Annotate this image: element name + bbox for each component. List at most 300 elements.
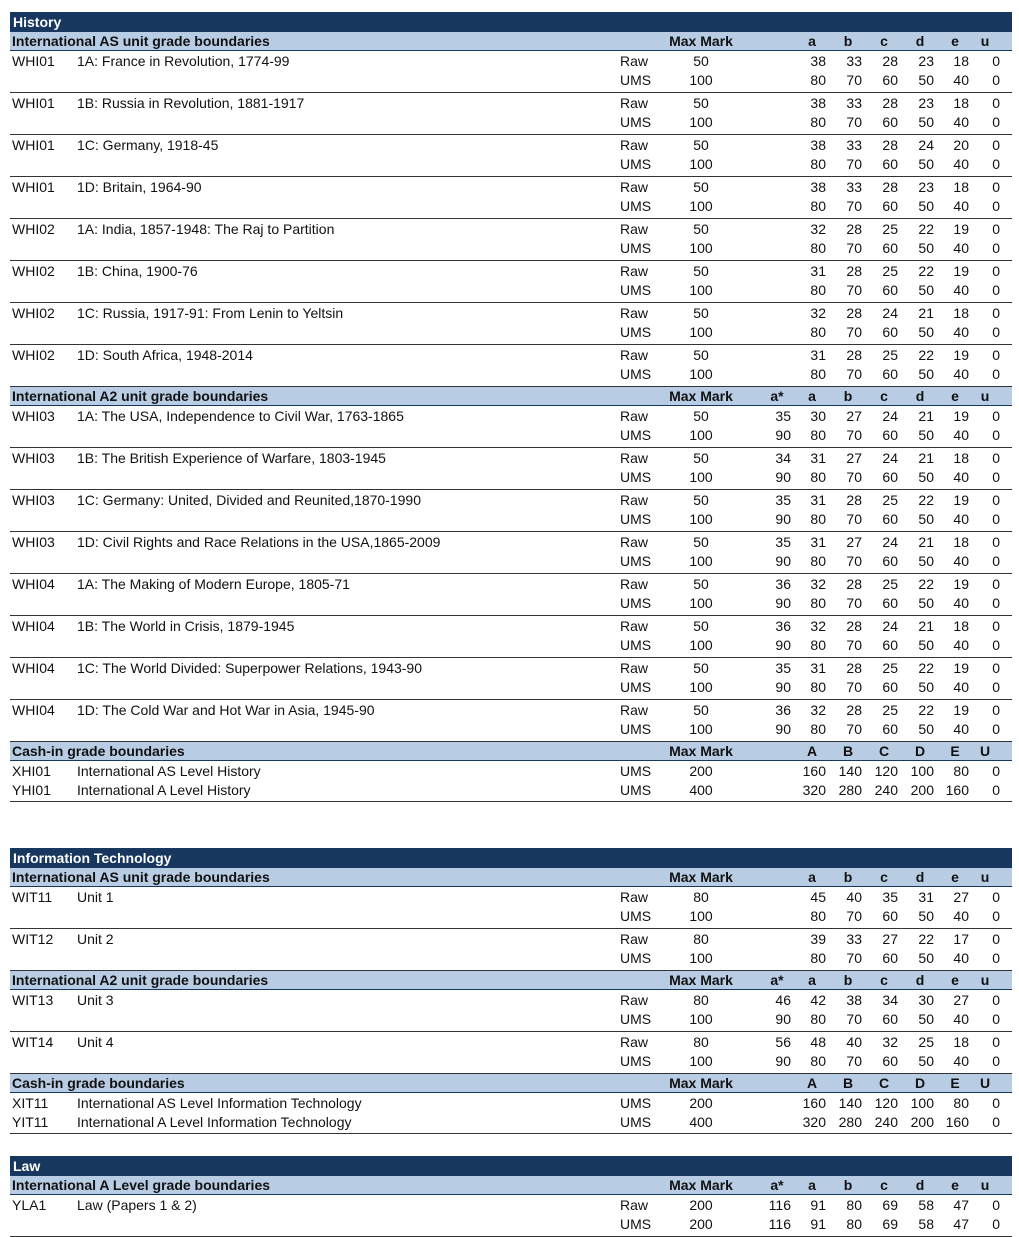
grade-value: 90 [775,637,791,653]
grade-value: 40 [953,679,969,695]
grade-value: 0 [992,1114,1000,1130]
grade-value: 50 [918,469,934,485]
grade-value: 38 [810,137,826,153]
grade-value: 60 [882,198,898,214]
grade-value: 80 [810,282,826,298]
max-mark: 80 [693,889,709,905]
grade-value: 60 [882,679,898,695]
entry-line [10,510,1012,529]
grade-value: 90 [775,553,791,569]
section-title: Cash-in grade boundaries [12,743,185,759]
section-spacer [10,1134,1012,1156]
grade-value: 40 [953,469,969,485]
grade-value [763,304,791,323]
grade-value: 160 [945,1114,969,1130]
grade-value: 22 [918,576,934,592]
grade-value: 40 [953,908,969,924]
entry-title: 1A: France in Revolution, 1774-99 [77,53,290,69]
entry-line [10,720,1012,739]
grade-value: 80 [810,324,826,340]
grade-value: 70 [846,427,862,443]
grade-value: 50 [918,908,934,924]
unit-entry [10,1195,1012,1237]
grade-value: 0 [992,679,1000,695]
grade-value: 0 [992,469,1000,485]
column-header-grade: d [915,869,925,885]
unit-entry [10,887,1012,929]
grade-value: 40 [953,950,969,966]
column-header-grade: e [951,388,959,404]
grade-value: 48 [810,1034,826,1050]
grade-value: 116 [768,1216,791,1232]
mark-type: UMS [620,1216,652,1232]
grade-value: 320 [802,1114,826,1130]
grade-value [763,949,791,968]
grade-value: 60 [882,595,898,611]
entry-line [10,907,1012,926]
mark-type: UMS [620,427,652,443]
mark-type: UMS [620,469,652,485]
grade-value: 47 [953,1197,969,1213]
mark-type: Raw [620,263,649,279]
grade-value: 240 [874,1114,898,1130]
grade-value: 50 [918,366,934,382]
grade-value: 0 [992,950,1000,966]
column-header-grade [763,868,791,886]
unit-entry [10,658,1012,700]
grade-value: 18 [953,95,969,111]
grade-value: 24 [918,137,934,153]
grade-value [763,1113,791,1132]
grade-value: 0 [992,137,1000,153]
grade-value: 30 [918,992,934,1008]
grade-value: 38 [846,992,862,1008]
grade-value: 60 [882,721,898,737]
grade-value: 25 [882,702,898,718]
grade-value: 35 [775,660,791,676]
grade-value [763,220,791,239]
grade-value: 50 [918,240,934,256]
grade-value: 70 [846,679,862,695]
unit-entry [10,261,1012,303]
entry-code: YIT11 [12,1114,49,1130]
entry-code: WHI01 [12,179,55,195]
grade-value: 19 [953,408,969,424]
grade-value: 0 [992,53,1000,69]
mark-type: UMS [620,1114,652,1130]
grade-value: 50 [918,114,934,130]
grade-value: 80 [810,908,826,924]
grade-value: 28 [882,179,898,195]
grade-value: 56 [775,1034,791,1050]
grade-value: 50 [918,1011,934,1027]
grade-value [763,94,791,113]
mark-type: Raw [620,1034,649,1050]
max-mark: 200 [689,763,713,779]
grade-value: 60 [882,72,898,88]
grade-value [763,781,791,800]
column-header-grade: a [808,1177,816,1193]
entry-line [10,636,1012,655]
grade-value [763,365,791,384]
column-header-grade: e [951,869,959,885]
entry-title: Unit 3 [77,992,114,1008]
grade-value: 160 [945,782,969,798]
entry-code: XHI01 [12,763,51,779]
grade-value: 80 [810,637,826,653]
grade-value: 60 [882,427,898,443]
grade-value: 200 [910,782,934,798]
grade-value: 0 [992,198,1000,214]
subject-title: Information Technology [10,848,1012,868]
grade-value: 21 [918,534,934,550]
unit-entry [10,448,1012,490]
grade-value: 80 [810,198,826,214]
max-mark: 100 [689,950,713,966]
column-header-grade: E [950,1075,960,1091]
grade-value: 0 [992,240,1000,256]
grade-value: 69 [882,1197,898,1213]
cash-in-row [10,761,1012,780]
grade-value: 160 [802,763,826,779]
column-header-grade: b [843,972,853,988]
max-mark: 100 [689,908,713,924]
section-title: International AS unit grade boundaries [12,869,270,885]
grade-value: 0 [992,324,1000,340]
entry-line [10,262,1012,281]
max-mark: 100 [689,282,713,298]
grade-value: 60 [882,282,898,298]
grade-value: 35 [775,534,791,550]
grade-value: 35 [775,408,791,424]
mark-type: UMS [620,240,652,256]
grade-value: 25 [882,576,898,592]
grade-value: 0 [992,282,1000,298]
entry-line [10,304,1012,323]
max-mark: 100 [689,114,713,130]
grade-value: 28 [882,137,898,153]
column-header-grade: a* [770,1177,784,1193]
entry-line [10,659,1012,678]
column-header-grade: u [980,972,990,988]
mark-type: UMS [620,1053,652,1069]
entry-title: 1C: Germany: United, Divided and Reunited,1870-1990 [77,492,421,508]
mark-type: UMS [620,1095,652,1111]
entry-line [10,1052,1012,1071]
grade-value: 39 [810,931,826,947]
unit-entry [10,135,1012,177]
entry-line [10,197,1012,216]
column-header-grade: d [915,33,925,49]
entry-title: 1A: The Making of Modern Europe, 1805-71 [77,576,350,592]
grade-value: 80 [810,469,826,485]
grade-value: 91 [810,1216,826,1232]
grade-value: 0 [992,492,1000,508]
grade-value: 0 [992,595,1000,611]
grade-value: 50 [918,721,934,737]
grade-value: 31 [810,450,826,466]
grade-value: 27 [846,534,862,550]
grade-value: 19 [953,702,969,718]
grade-value: 32 [810,702,826,718]
column-header-grade: c [880,972,888,988]
entry-code: WHI04 [12,660,55,676]
grade-value: 22 [918,221,934,237]
grade-value: 90 [775,1053,791,1069]
entry-line [10,1196,1012,1215]
grade-value [763,888,791,907]
grade-value: 200 [910,1114,934,1130]
max-mark: 50 [693,408,709,424]
grade-value: 70 [846,469,862,485]
max-mark: 100 [689,1011,713,1027]
grade-value: 70 [846,324,862,340]
grade-value: 70 [846,1053,862,1069]
grade-value: 0 [992,534,1000,550]
entry-line [10,323,1012,342]
unit-entry [10,51,1012,93]
section-title: International A2 unit grade boundaries [12,388,269,404]
grade-value: 28 [846,660,862,676]
entry-line [10,220,1012,239]
max-mark: 200 [689,1197,713,1213]
grade-value: 0 [992,95,1000,111]
column-header-grade: d [915,388,925,404]
section-header [10,868,1012,887]
grade-value [763,907,791,926]
grade-value: 19 [953,492,969,508]
unit-entry [10,93,1012,135]
grade-value: 60 [882,240,898,256]
grade-value: 33 [846,179,862,195]
mark-type: UMS [620,763,652,779]
max-mark: 400 [689,1114,713,1130]
max-mark: 50 [693,95,709,111]
grade-value: 24 [882,305,898,321]
grade-value: 70 [846,553,862,569]
grade-value [763,762,791,781]
entry-line [10,1094,1012,1113]
grade-value: 60 [882,469,898,485]
grade-value: 140 [838,763,862,779]
grade-value: 0 [992,1216,1000,1232]
grade-value: 18 [953,179,969,195]
grade-value: 28 [846,305,862,321]
grade-value: 18 [953,618,969,634]
grade-value: 0 [992,263,1000,279]
max-mark: 100 [689,595,713,611]
grade-value: 90 [775,427,791,443]
grade-value: 50 [918,950,934,966]
entry-code: WHI02 [12,305,55,321]
grade-value: 22 [918,347,934,363]
entry-line [10,178,1012,197]
grade-value: 32 [810,221,826,237]
max-mark: 200 [689,1095,713,1111]
grade-value: 140 [838,1095,862,1111]
grade-value: 70 [846,72,862,88]
entry-code: WHI04 [12,618,55,634]
entry-code: WHI02 [12,221,55,237]
column-header-grade: c [880,869,888,885]
entry-line [10,930,1012,949]
mark-type: UMS [620,198,652,214]
subject-block [10,848,1012,1134]
column-header-max-mark: Max Mark [669,1075,733,1091]
entry-line [10,365,1012,384]
mark-type: Raw [620,702,649,718]
grade-value: 60 [882,324,898,340]
grade-value: 25 [882,347,898,363]
grade-value: 0 [992,618,1000,634]
entry-line [10,949,1012,968]
entry-line [10,113,1012,132]
grade-value: 24 [882,450,898,466]
entry-code: WHI01 [12,95,55,111]
column-header-grade: a* [770,972,784,988]
grade-value: 116 [768,1197,791,1213]
grade-value: 38 [810,53,826,69]
mark-type: Raw [620,889,649,905]
grade-value: 70 [846,637,862,653]
grade-value: 0 [992,553,1000,569]
grade-value: 35 [775,492,791,508]
max-mark: 100 [689,679,713,695]
grade-value: 70 [846,950,862,966]
entry-line [10,1215,1012,1234]
unit-entry [10,574,1012,616]
grade-value: 25 [882,660,898,676]
entry-title: 1B: Russia in Revolution, 1881-1917 [77,95,305,111]
mark-type: UMS [620,1011,652,1027]
grade-value: 40 [953,240,969,256]
entry-line [10,426,1012,445]
grade-value: 120 [874,1095,898,1111]
grade-value: 0 [992,637,1000,653]
entry-code: WHI02 [12,347,55,363]
grade-value: 25 [918,1034,934,1050]
grade-value: 60 [882,1011,898,1027]
entry-line [10,136,1012,155]
grade-value: 0 [992,763,1000,779]
entry-title: 1A: India, 1857-1948: The Raj to Partition [77,221,335,237]
grade-value: 70 [846,240,862,256]
grade-value [763,113,791,132]
grade-value: 28 [846,618,862,634]
column-header-grade [763,1074,791,1092]
cash-in-row [10,1112,1012,1134]
grade-value: 80 [810,156,826,172]
max-mark: 200 [689,1216,713,1232]
grade-value: 0 [992,511,1000,527]
column-header-grade: A [806,1075,818,1091]
entry-code: WHI03 [12,492,55,508]
grade-value: 80 [953,1095,969,1111]
entry-title: Unit 4 [77,1034,114,1050]
grade-value: 0 [992,114,1000,130]
mark-type: Raw [620,347,649,363]
section-header [10,1176,1012,1195]
unit-entry [10,345,1012,387]
column-header-grade: d [915,972,925,988]
mark-type: UMS [620,72,652,88]
max-mark: 50 [693,347,709,363]
max-mark: 100 [689,427,713,443]
entry-code: WHI04 [12,702,55,718]
entry-title: 1D: South Africa, 1948-2014 [77,347,253,363]
column-header-grade: u [980,388,990,404]
subject-title: Law [10,1156,1012,1176]
grade-value: 32 [810,618,826,634]
subject-title: History [10,12,1012,32]
max-mark: 80 [693,931,709,947]
column-header-grade: e [951,1177,959,1193]
max-mark: 50 [693,618,709,634]
grade-value: 31 [810,492,826,508]
mark-type: UMS [620,553,652,569]
grade-value: 32 [882,1034,898,1050]
entry-line [10,991,1012,1010]
entry-title: 1B: China, 1900-76 [77,263,198,279]
mark-type: UMS [620,114,652,130]
max-mark: 80 [693,992,709,1008]
grade-value: 31 [810,347,826,363]
grade-value: 80 [810,114,826,130]
mark-type: Raw [620,534,649,550]
grade-value: 320 [802,782,826,798]
grade-value: 24 [882,618,898,634]
entry-title: 1D: Britain, 1964-90 [77,179,202,195]
grade-value: 32 [810,576,826,592]
column-header-grade: a [808,388,816,404]
grade-value: 31 [810,263,826,279]
max-mark: 100 [689,72,713,88]
column-header-grade: C [878,743,890,759]
grade-value: 36 [775,576,791,592]
max-mark: 100 [689,637,713,653]
grade-value [763,52,791,71]
grade-value: 38 [810,179,826,195]
mark-type: UMS [620,366,652,382]
grade-value: 17 [953,931,969,947]
grade-value: 80 [810,427,826,443]
entry-line [10,449,1012,468]
grade-value: 34 [882,992,898,1008]
entry-title: Law (Papers 1 & 2) [77,1197,197,1213]
max-mark: 50 [693,305,709,321]
column-header-grade: b [843,33,853,49]
grade-value: 23 [918,95,934,111]
column-header-grade: e [951,33,959,49]
grade-value: 23 [918,179,934,195]
grade-value: 60 [882,1053,898,1069]
mark-type: Raw [620,305,649,321]
max-mark: 100 [689,469,713,485]
grade-value: 60 [882,511,898,527]
subject-block [10,1156,1012,1237]
entry-code: WHI03 [12,534,55,550]
entry-title: 1B: The British Experience of Warfare, 1803-1945 [77,450,386,466]
grade-value: 90 [775,1011,791,1027]
column-header-grade: b [843,388,853,404]
entry-line [10,762,1012,781]
grade-value: 33 [846,95,862,111]
column-header-grade: B [842,1075,854,1091]
grade-value: 21 [918,305,934,321]
entry-line [10,888,1012,907]
mark-type: Raw [620,492,649,508]
grade-value: 60 [882,156,898,172]
